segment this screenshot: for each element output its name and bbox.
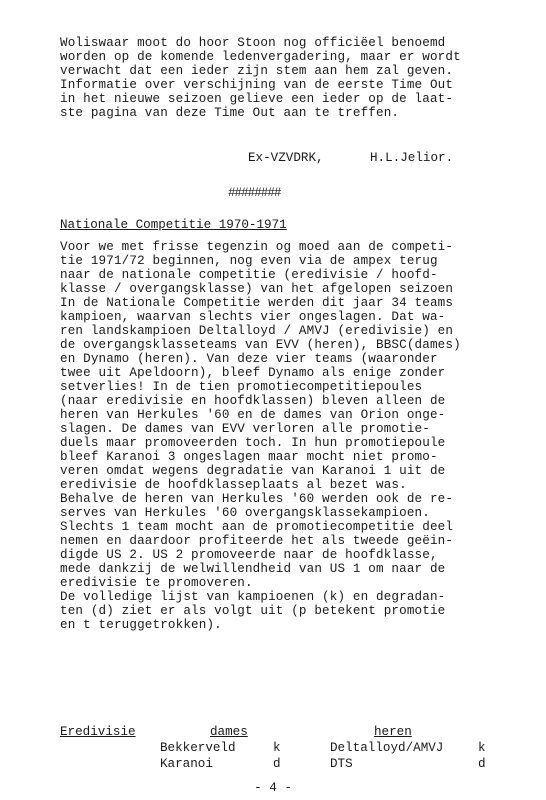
text-line: twee uit Apeldoorn), bleef Dynamo als enige zonder bbox=[60, 366, 446, 380]
text-line: setverlies! In de tien promotiecompetitiepoules bbox=[60, 380, 423, 394]
table-cell-dames-code: k bbox=[273, 741, 281, 755]
text-line: en Dynamo (heren). Van deze vier teams (waaronder bbox=[60, 352, 438, 366]
text-line: Woliswaar moot do hoor Stoon nog officiëel benoemd bbox=[60, 36, 446, 50]
text-line: worden op de komende ledenvergadering, maar er wordt bbox=[60, 50, 461, 64]
table-section-label: Eredivisie bbox=[60, 725, 136, 739]
table-cell-dames: Bekkerveld bbox=[160, 741, 236, 755]
page-number: - 4 - bbox=[254, 781, 292, 795]
section-title: Nationale Competitie 1970-1971 bbox=[60, 218, 287, 232]
table-cell-dames: Karanoi bbox=[160, 757, 213, 771]
column-header-dames: dames bbox=[210, 725, 248, 739]
text-line: Informatie over verschijning van de eerste Time Out bbox=[60, 78, 454, 92]
signature-left: Ex-VZVDRK, bbox=[248, 151, 324, 165]
text-line: veren omdat wegens degradatie van Karanoi 1 uit de bbox=[60, 464, 446, 478]
text-line: de overgangsklasseteams van EVV (heren), BBSC(dames) bbox=[60, 338, 461, 352]
table-cell-heren: Deltalloyd/AMVJ bbox=[330, 741, 444, 755]
text-line: kampioen, waarvan slechts vier ongeslagen. Dat wa- bbox=[60, 310, 446, 324]
text-line: tie 1971/72 beginnen, nog even via de ampex terug bbox=[60, 254, 438, 268]
text-line: heren van Herkules '60 en de dames van Orion onge- bbox=[60, 408, 446, 422]
text-line: De volledige lijst van kampioenen (k) en degradan- bbox=[60, 590, 446, 604]
text-line: Slechts 1 team mocht aan de promotiecompetitie deel bbox=[60, 520, 454, 534]
text-line: (naar eredivisie en hoofdklassen) bleven alleen de bbox=[60, 394, 446, 408]
text-line: naar de nationale competitie (eredivisie / hoofd- bbox=[60, 268, 438, 282]
text-line: digde US 2. US 2 promoveerde naar de hoofdklasse, bbox=[60, 548, 438, 562]
table-cell-heren: DTS bbox=[330, 757, 353, 771]
text-line: slagen. De dames van EVV verloren alle promotie- bbox=[60, 422, 430, 436]
section-separator: ######## bbox=[228, 186, 281, 200]
text-line: serves van Herkules '60 overgangsklassekampioen. bbox=[60, 506, 430, 520]
table-cell-heren-code: d bbox=[478, 757, 486, 771]
text-line: ten (d) ziet er als volgt uit (p betekent promotie bbox=[60, 604, 446, 618]
text-line: en t teruggetrokken). bbox=[60, 618, 222, 632]
text-line: bleef Karanoi 3 ongeslagen maar mocht niet promo- bbox=[60, 450, 438, 464]
text-line: ste pagina van deze Time Out aan te treffen. bbox=[60, 106, 400, 120]
text-line: In de Nationale Competitie werden dit jaar 34 teams bbox=[60, 296, 454, 310]
text-line: ren landskampioen Deltalloyd / AMVJ (eredivisie) en bbox=[60, 324, 454, 338]
signature-right: H.L.Jelior. bbox=[370, 151, 454, 165]
text-line: mede dankzij de welwillendheid van US 1 om naar de bbox=[60, 562, 446, 576]
column-header-heren: heren bbox=[374, 725, 412, 739]
table-cell-heren-code: k bbox=[478, 741, 486, 755]
text-line: eredivisie de hoofdklasseplaats al bezet was. bbox=[60, 478, 407, 492]
text-line: klasse / overgangsklasse) van het afgelopen seizoen bbox=[60, 282, 454, 296]
text-line: eredivisie te promoveren. bbox=[60, 576, 253, 590]
text-line: duels maar promoveerden toch. In hun promotiepoule bbox=[60, 436, 446, 450]
table-cell-dames-code: d bbox=[273, 757, 281, 771]
text-line: Voor we met frisse tegenzin og moed aan de competi- bbox=[60, 240, 454, 254]
text-line: Behalve de heren van Herkules '60 werden ook de re- bbox=[60, 492, 454, 506]
text-line: verwacht dat een ieder zijn stem aan hem zal geven. bbox=[60, 64, 454, 78]
text-line: nemen en daardoor profiteerde het als tweede geëin- bbox=[60, 534, 454, 548]
text-line: in het nieuwe seizoen gelieve een ieder op de laat- bbox=[60, 92, 454, 106]
